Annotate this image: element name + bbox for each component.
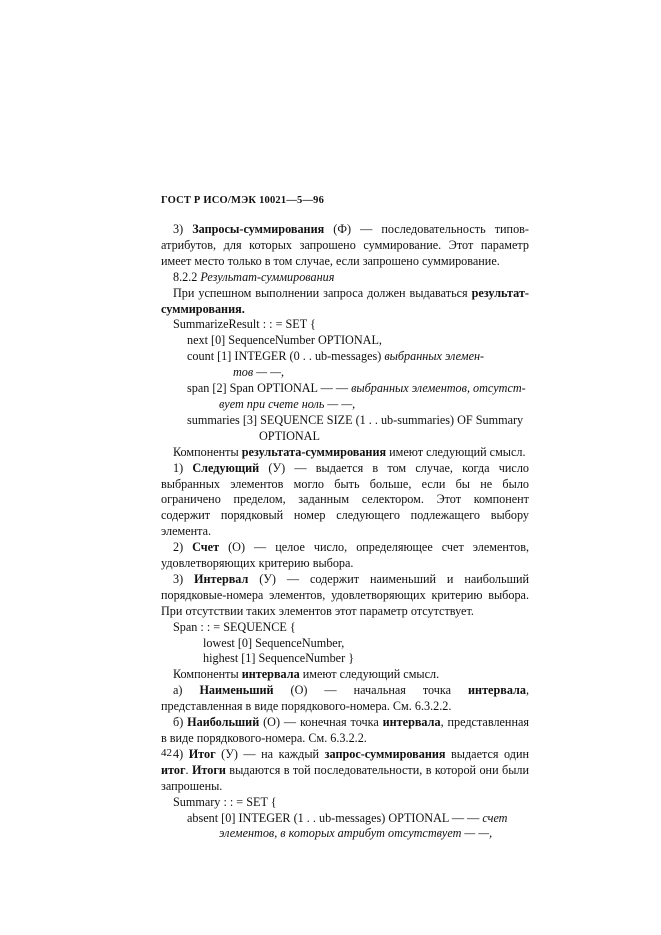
text: Компоненты [173, 444, 242, 459]
text: (У) — содержит наименьший и наибольший порядковые-номера элементов, удовлетворяющих критерию выбора. При отсутствии таких элементов этот параметр отсутствует. [161, 571, 529, 618]
text: (У) — выдается в том случае, когда число выбранных элементов могло быть больше, если бы не было ограничено пределом, заданным селектором. Этот компонент содержит порядковый номер следующего подлежащего выбору элемента. [161, 460, 530, 539]
code-line: highest [1] SequenceNumber } [203, 651, 355, 666]
text: имеют следующий смысл. [299, 667, 440, 682]
paragraph-span-components [161, 667, 529, 683]
term-span: Интервал [194, 571, 249, 586]
text: имеют следующий смысл. [386, 444, 526, 459]
code-text: count [1] INTEGER (0 . . ub-messages) [187, 349, 385, 364]
text: При успешном выполнении запроса должен выдаваться [173, 285, 472, 300]
paragraph-highest [161, 715, 529, 747]
text: 3) [173, 222, 193, 236]
text: , представленная в виде порядкового-номера. См. 6.3.2.2. [161, 683, 530, 714]
term-summary: итог [161, 762, 186, 777]
term-lowest: Наименьший [199, 683, 274, 698]
paragraph-successful-result [161, 286, 529, 318]
paragraph-next [161, 461, 529, 541]
term-next: Следующий [192, 460, 260, 475]
term-summary: Итог [188, 746, 216, 761]
document-header: ГОСТ Р ИСО/МЭК 10021—5—96 [161, 195, 325, 206]
text: 1) [173, 460, 193, 475]
code-line: SummarizeResult : : = SET { [173, 317, 316, 332]
code-comment: счет [482, 810, 508, 825]
paragraph-count [161, 540, 529, 572]
text: 4) [173, 746, 189, 761]
section-heading [161, 270, 529, 286]
text: а) [173, 683, 200, 698]
text: (У) — на каждый [215, 746, 325, 761]
code-line [161, 811, 529, 827]
paragraph-summarize-requests [161, 222, 529, 270]
term-span: интервала [382, 715, 441, 730]
code-line: OPTIONAL [259, 428, 320, 443]
code-comment-line: вует при счете ноль — —, [219, 396, 356, 411]
paragraph-span [161, 572, 529, 620]
text: (Ф) — последовательность типов-атрибутов, для которых запрошено суммирование. Этот параметр имеет место только в том случае, если запрошено суммирование. [161, 222, 529, 268]
code-line: Summary : : = SET { [173, 794, 277, 809]
term-summarize-result: результата-суммирования [241, 444, 387, 459]
code-line: next [0] SequenceNumber OPTIONAL, [187, 333, 382, 348]
term-summarize-request: запрос-суммирования [324, 746, 446, 761]
text: (О) — начальная точка [273, 683, 469, 698]
paragraph-summary [161, 747, 529, 795]
term-summarize-result: результат-суммирования. [161, 285, 529, 316]
code-line [161, 349, 529, 365]
text: б) [173, 715, 188, 730]
page-body [161, 222, 529, 842]
term-span: интервала [241, 667, 300, 682]
paragraph-lowest [161, 683, 529, 715]
code-text: absent [0] INTEGER (1 . . ub-messages) OPTIONAL — — [187, 810, 483, 825]
text: , представленная в виде порядкового-номера. См. 6.3.2.2. [161, 715, 529, 745]
term-span: интервала [468, 683, 526, 698]
text: (О) — конечная точка [259, 715, 383, 730]
term-summarize-requests: Запросы-суммирования [192, 222, 325, 236]
page-number: 42 [161, 747, 172, 759]
code-line: Span : : = SEQUENCE { [173, 619, 296, 634]
paragraph-result-components [161, 445, 529, 461]
text: выдается один [445, 746, 529, 761]
text: 2) [173, 540, 193, 555]
code-comment: выбранных элементов, отсутст- [351, 381, 526, 396]
term-count: Счет [192, 540, 220, 555]
code-comment-line: элементов, в которых атрибут отсутствует — —, [219, 826, 493, 841]
term-highest: Наибольший [187, 715, 260, 730]
text: выдаются в той последовательности, в которой они были запрошены. [161, 762, 529, 793]
code-comment: выбранных элемен- [384, 349, 485, 364]
text: 3) [173, 571, 195, 586]
code-line: lowest [0] SequenceNumber, [203, 635, 345, 650]
code-line [161, 381, 529, 397]
text: (О) — целое число, определяющее счет элементов, удовлетворяющих критерию выбора. [161, 540, 530, 571]
term-summaries: Итоги [191, 762, 226, 777]
text: . [185, 762, 192, 777]
code-text: span [2] Span OPTIONAL — — [187, 381, 352, 396]
section-title: Результат-суммирования [200, 269, 335, 284]
code-line: summaries [3] SEQUENCE SIZE (1 . . ub-summaries) OF Summary [187, 412, 524, 427]
text: Компоненты [173, 667, 242, 682]
section-number: 8.2.2 [173, 269, 201, 284]
code-comment-line: тов — —, [233, 365, 284, 380]
